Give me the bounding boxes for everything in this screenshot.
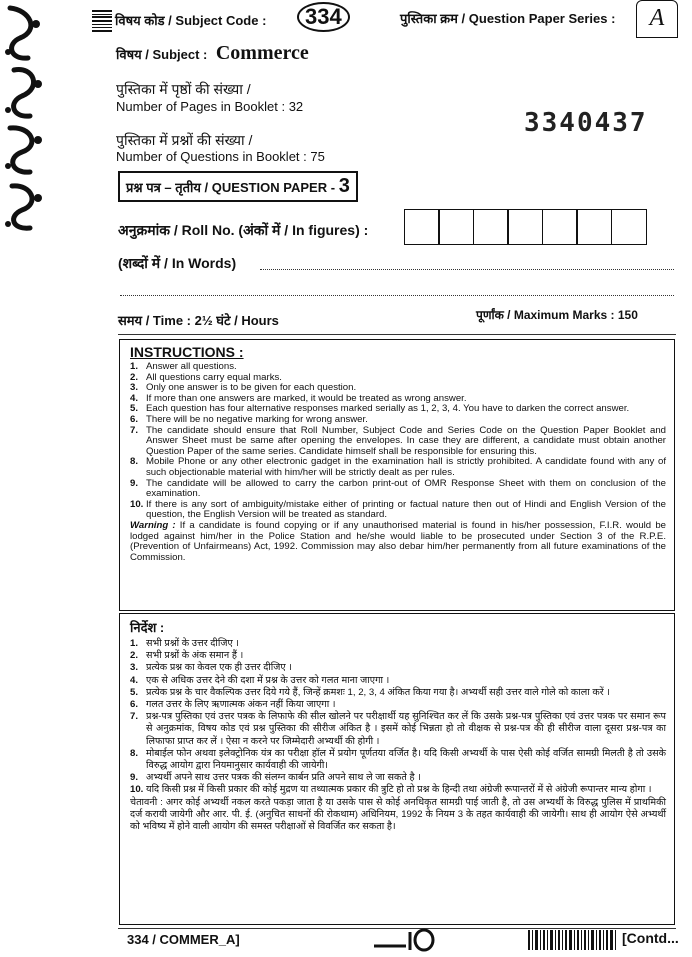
subject-code-circle	[297, 2, 350, 32]
instruction-item: 8. Mobile Phone or any other electronic gadget in the examination hall is strictly prohibited. A candidate found with any of such objectionable material with him/her will be strictly dealt as per rules.	[130, 456, 666, 478]
questions-hindi: पुस्तिका में प्रश्नों की संख्या /	[116, 132, 253, 148]
instruction-item: 6. There will be no negative marking for wrong answer.	[130, 413, 368, 425]
pages-english: Number of Pages in Booklet : 32	[116, 99, 304, 114]
instruction-item: 1. Answer all questions.	[130, 361, 237, 372]
roll-digit-box[interactable]	[542, 209, 578, 245]
hindi-instruction-item: 7. प्रश्न-पत्र पुस्तिका एवं उत्तर पत्रक के लिफाफे की सील खोलने पर परीक्षार्थी यह सुनिश्चित कर लें कि उसके प्रश्न-पत्र पुस्तिका एवं उत्तर पत्रक पर समान रूप से अनुक्रमांक, विषय कोड एवं प्रश्न पुस्तिका की सीरीज अंकित है । इसमें कोई भिन्नता हो तो वीक्षक से प्रश्न-पत्र की ही सीरीज वाला दूसरा प्रश्न-पत्र का लिफाफा प्राप्त कर लें । ऐसा न करने पर जिम्मेदारी अभ्यर्थी की होगी ।	[130, 711, 666, 747]
time-divider	[118, 334, 676, 335]
questions-english: Number of Questions in Booklet : 75	[116, 149, 325, 164]
roll-digit-box[interactable]	[438, 209, 474, 245]
subject-code-label: विषय कोड / Subject Code :	[115, 13, 267, 28]
roll-words-label: (शब्दों में / In Words)	[118, 255, 237, 271]
subject-value: Commerce	[215, 42, 309, 64]
hindi-instruction-item: 2. सभी प्रश्नों के अंक समान हैं ।	[130, 650, 244, 662]
roll-digit-box[interactable]	[576, 209, 612, 245]
series-value: A	[649, 5, 665, 31]
question-paper-label: प्रश्न पत्र – तृतीय / QUESTION PAPER -	[126, 180, 336, 195]
instructions-box	[119, 339, 675, 611]
roll-digit-box[interactable]	[473, 209, 509, 245]
contd-label: [Contd...	[622, 930, 679, 946]
roll-figures-label: अनुक्रमांक / Roll No. (अंकों में / In figures) :	[118, 222, 369, 238]
roll-number-boxes[interactable]	[405, 209, 647, 245]
hindi-instruction-item: 4. एक से अधिक उत्तर देने की दशा में प्रश्न के उत्तर को गलत माना जाएगा ।	[130, 674, 390, 686]
subject-code: 334	[297, 2, 350, 32]
hindi-instruction-item: 8. मोबाईल फोन अथवा इलेक्ट्रोनिक यंत्र का परीक्षा हॉल में प्रयोग पूर्णतया वर्जित है। यदि किसी अभ्यर्थी के पास ऐसी कोई वर्जित सामग्री मिलती है तो उसके विरुद्ध आयोग द्वारा नियमानुसार कार्यवाही की जायेगी।	[130, 747, 666, 772]
question-paper-number: 3	[338, 175, 350, 197]
hindi-instruction-item: 10. यदि किसी प्रश्न में किसी प्रकार की कोई मुद्रण या तथ्यात्मक प्रकार की त्रुटि हो तो प्रश्न के हिन्दी तथा अंग्रेजी रूपान्तरों में से अंग्रेजी रूपान्तर मान्य होगा ।	[130, 784, 652, 796]
hindi-instruction-item: 9. अभ्यर्थी अपने साथ उत्तर पत्रक की संलग्न कार्बन प्रति अपने साथ ले जा सकते है ।	[130, 772, 421, 784]
subject-label: विषय / Subject :	[116, 47, 208, 62]
question-paper-box	[118, 171, 358, 202]
roll-digit-box[interactable]	[507, 209, 543, 245]
instructions-warning	[130, 521, 666, 563]
instruction-item: 5. Each question has four alternative responses marked serially as 1, 2, 3, 4. You have to darken the correct answer.	[130, 403, 630, 415]
instruction-item: 7. The candidate should ensure that Roll Number, Subject Code and Series Code on the Question Paper Booklet and Answer Sheet must be same after opening the envelopes. In case they are different, a candidate must obtain another Question Paper of the same series. Candidate himself shall be responsible for ensuring this.	[130, 424, 666, 457]
instructions-list	[130, 362, 666, 521]
warning-text: If a candidate is found copying or if any unauthorised material is found in his/her possession, F.I.R. would be lodged against him/her in the Police Station and he/she would liable to be prosecuted under Section 3 of the R.P.E. (Prevention of Unfairmeans) Act, 1992. Commission may also debar him/her permanently from all future examinations of the Commission.	[130, 519, 666, 563]
pages-hindi: पुस्तिका में पृष्ठों की संख्या /	[116, 81, 251, 97]
hindi-warning: चेतावनी : अगर कोई अभ्यर्थी नकल करते पकड़ा जाता है या उसके पास से कोई अनधिकृत सामग्री पाई जाती है, तो उस अभ्यर्थी के विरुद्ध पुलिस में प्राथमिकी दर्ज करायी जायेगी और आर. पी. ई. (अनुचित साधनों की रोकथाम) अधिनियम, 1992 के नियम 3 के तहत कार्यवाही की जायेगी। साथ ही आयोग ऐसे अभ्यर्थी को भविष्य में होने वाली आयोग की समस्त परीक्षाओं से विवर्जित कर सकता है।	[130, 796, 666, 833]
hindi-instruction-item: 1. सभी प्रश्नों के उत्तर दीजिए ।	[130, 638, 240, 649]
roll-digit-box[interactable]	[611, 209, 647, 245]
roll-words-line-2[interactable]	[120, 295, 674, 296]
hindi-instructions-list	[130, 638, 666, 797]
footer-stamp	[366, 926, 438, 954]
footer-code: 334 / COMMER_A]	[127, 932, 240, 947]
instruction-item: 3. Only one answer is to be given for each question.	[130, 382, 357, 394]
series-box	[636, 0, 678, 38]
subject-row	[116, 42, 309, 65]
hindi-instruction-item: 6. गलत उत्तर के लिए ऋणात्मक अंकन नहीं किया जाएगा ।	[130, 699, 336, 711]
serial-number: 3340437	[524, 108, 648, 138]
hindi-instructions-title: निर्देश :	[130, 620, 165, 635]
instructions-title: INSTRUCTIONS :	[130, 344, 244, 360]
hindi-instruction-item: 3. प्रत्येक प्रश्न का केवल एक ही उत्तर दीजिए ।	[130, 662, 292, 674]
time-label: समय / Time : 2½ घंटे / Hours	[118, 313, 279, 328]
roll-digit-box[interactable]	[404, 209, 440, 245]
footer-barcode	[528, 930, 616, 950]
roll-words-line[interactable]	[260, 269, 674, 270]
decorative-border	[0, 0, 48, 245]
instruction-item: 9. The candidate will be allowed to carry the carbon print-out of OMR Response Sheet with them on conclusion of the examination.	[130, 477, 666, 500]
series-label: पुस्तिका क्रम / Question Paper Series :	[400, 11, 616, 26]
instruction-item: 10. If there is any sort of ambiguity/mistake either of printing or factual nature then out of Hindi and English Version of the question, the English Version will be treated as standard.	[130, 498, 666, 521]
instruction-item: 4. If more than one answers are marked, it would be treated as wrong answer.	[130, 392, 467, 404]
max-marks-label: पूर्णांक / Maximum Marks : 150	[476, 308, 638, 322]
instruction-item: 2. All questions carry equal marks.	[130, 371, 282, 383]
top-barcode	[92, 10, 114, 32]
hindi-instructions-box	[119, 613, 675, 925]
hindi-instruction-item: 5. प्रत्येक प्रश्न के चार वैकल्पिक उत्तर दिये गये हैं, जिन्हें क्रमशः 1, 2, 3, 4 अंकित किया गया है। अभ्यर्थी सही उत्तर वाले गोले को काला करें ।	[130, 686, 610, 698]
warning-label: Warning :	[130, 519, 176, 531]
